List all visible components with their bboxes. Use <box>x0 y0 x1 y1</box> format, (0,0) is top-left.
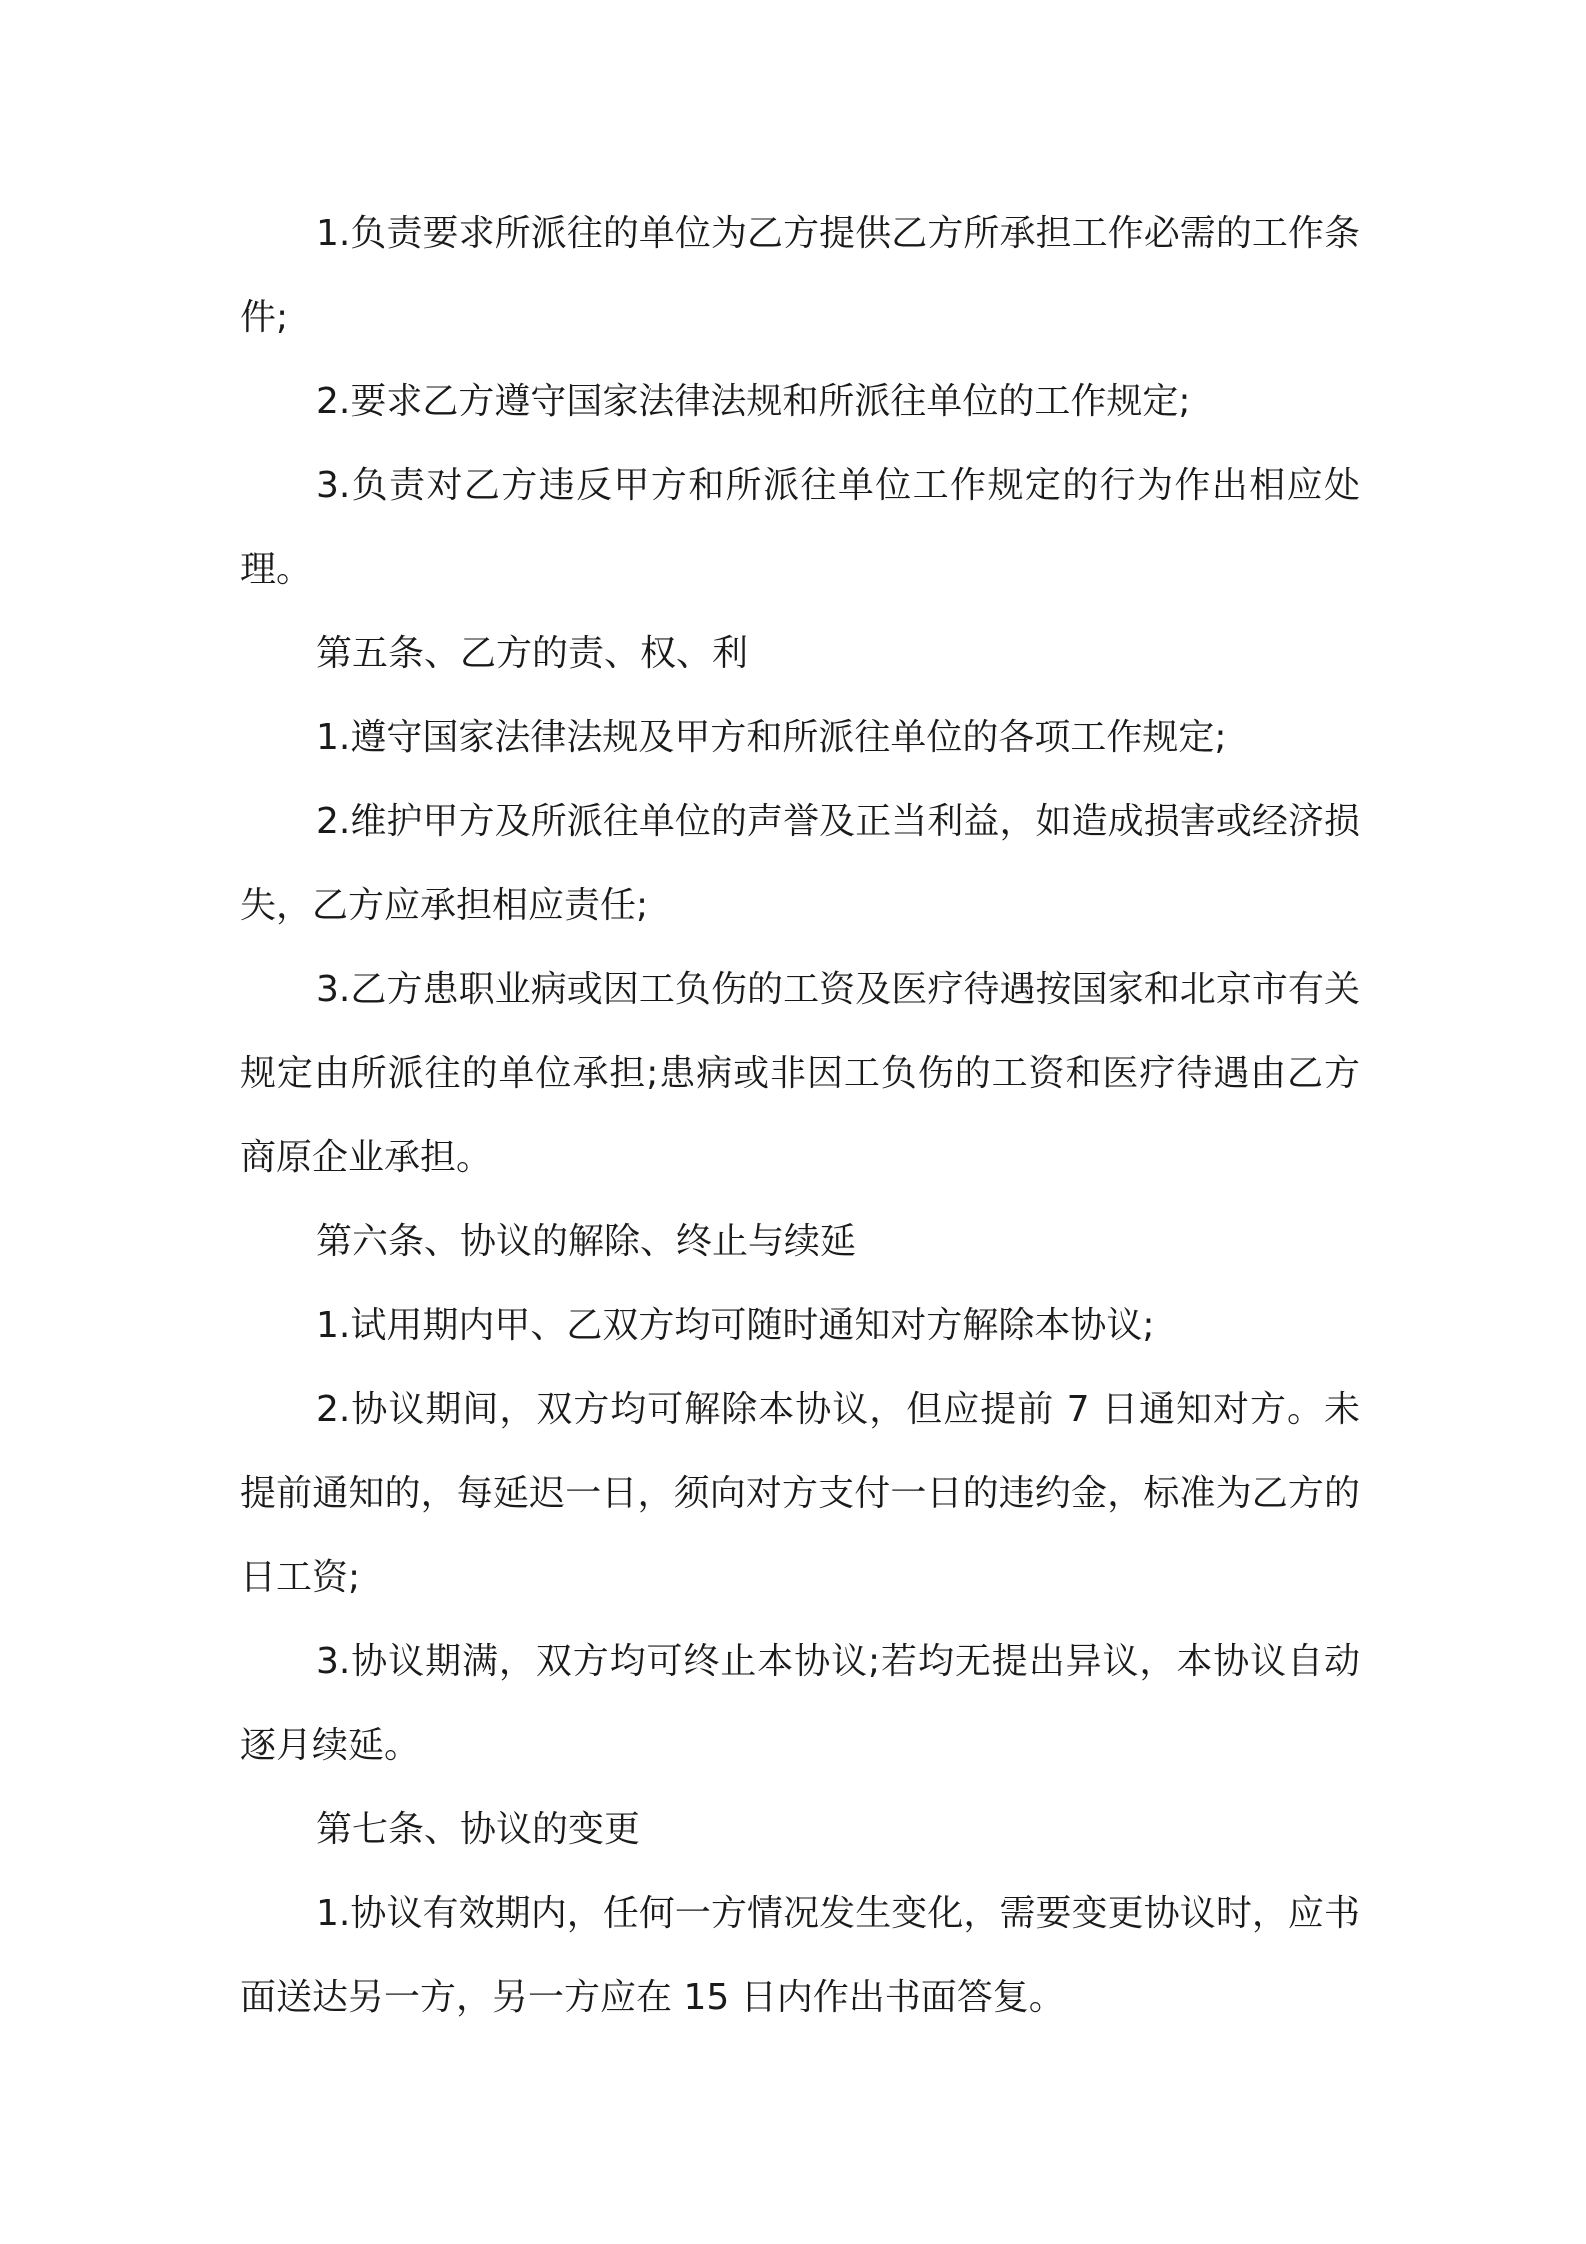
document-page <box>240 192 1360 2040</box>
article-5-item-2: 2.维护甲方及所派往单位的声誉及正当利益，如造成损害或经济损失，乙方应承担相应责任; <box>240 801 1360 926</box>
article-5-item-3: 3.乙方患职业病或因工负伤的工资及医疗待遇按国家和北京市有关规定由所派往的单位承担;患病或非因工负伤的工资和医疗待遇由乙方商原企业承担。 <box>240 969 1360 1178</box>
article-5-heading: 第五条、乙方的责、权、利 <box>316 633 749 674</box>
article-6-item-2: 2.协议期间，双方均可解除本协议，但应提前 7 日通知对方。未提前通知的，每延迟一日，须向对方支付一日的违约金，标准为乙方的日工资; <box>240 1389 1360 1598</box>
article-6-item-3: 3.协议期满，双方均可终止本协议;若均无提出异议，本协议自动逐月续延。 <box>240 1641 1360 1766</box>
article-7-heading: 第七条、协议的变更 <box>316 1809 641 1850</box>
article-6-item-1: 1.试用期内甲、乙双方均可随时通知对方解除本协议; <box>316 1305 1155 1346</box>
article-5-item-1: 1.遵守国家法律法规及甲方和所派往单位的各项工作规定; <box>316 717 1227 758</box>
article-6-heading: 第六条、协议的解除、终止与续延 <box>316 1221 857 1262</box>
clause-item-1: 1.负责要求所派往的单位为乙方提供乙方所承担工作必需的工作条件; <box>240 213 1360 338</box>
clause-item-2: 2.要求乙方遵守国家法律法规和所派往单位的工作规定; <box>316 381 1191 422</box>
article-7-item-1: 1.协议有效期内，任何一方情况发生变化，需要变更协议时，应书面送达另一方，另一方应在 15 日内作出书面答复。 <box>240 1893 1360 2018</box>
clause-item-3: 3.负责对乙方违反甲方和所派往单位工作规定的行为作出相应处理。 <box>240 465 1360 590</box>
